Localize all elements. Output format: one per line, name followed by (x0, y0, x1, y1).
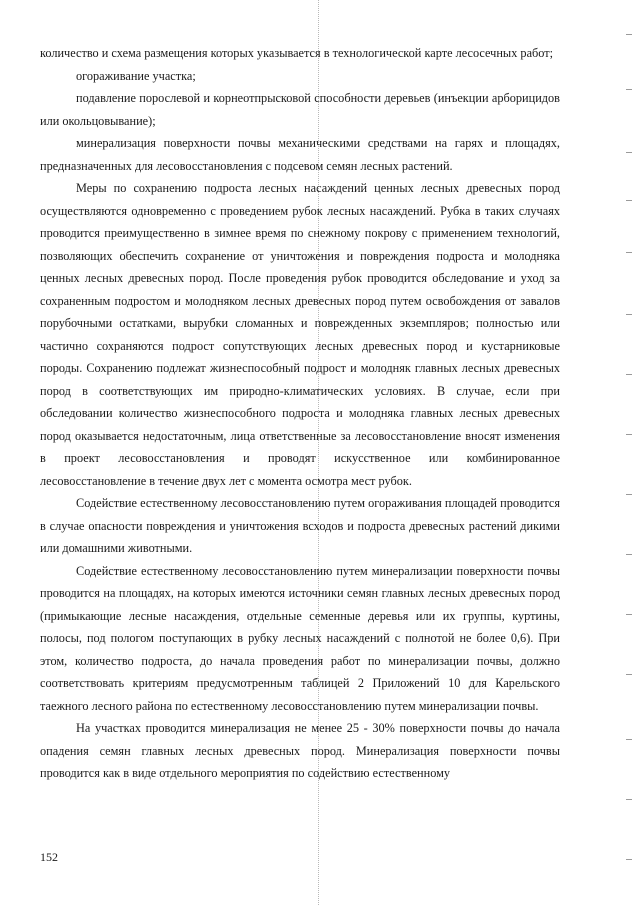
paragraph: Содействие естественному лесовосстановлению путем огораживания площадей проводится в случае опасности повреждения и уничтожения всходов и подроста древесных растений дикими или домашними животными. (40, 496, 560, 555)
paragraph: количество и схема размещения которых указывается в технологической карте лесосечных работ; (40, 46, 554, 60)
paragraph: подавление порослевой и корнеотпрысковой способности деревьев (инъекции арборицидов или окольцовывание); (40, 91, 560, 128)
paragraph: минерализация поверхности почвы механическими средствами на гарях и площадях, предназначенных для лесовосстановления с подсевом семян лесных растений. (40, 136, 560, 173)
body-text (40, 42, 560, 785)
paragraph: Меры по сохранению подроста лесных насаждений ценных лесных древесных пород осуществляются одновременно с проведением рубок лесных насаждений. Рубка в таких случаях проводится преимущественно в зимнее время по снежному покрову с применением технологий, позволяющих обеспечить сохранение от уничтожения и повреждения подроста и молодняка ценных лесных древесных пород. После проведения рубок проводится обследование и уход за сохраненным подростом и молодняком лесных древесных пород путем освобождения от завалов порубочными остатками, вырубки сломанных и поврежденных экземпляров; полностью или частично сохраняются подрост сопутствующих лесных древесных пород и кустарниковые породы. Сохранению подлежат жизнеспособный подрост и молодняк главных лесных древесных пород в соответствующих им природно-климатических условиях. В случае, если при обследовании количество жизнеспособного подроста и молодняка главных лесных древесных пород оказывается недостаточным, лица ответственные за лесовосстановление вносят изменения в проект лесовосстановления и проводят искусственное или комбинированное лесовосстановление в течение двух лет с момента осмотра мест рубок. (40, 181, 560, 488)
paragraph: На участках проводится минерализация не менее 25 - 30% поверхности почвы до начала опадения семян главных лесных древесных пород. Минерализация поверхности почвы проводится как в виде отдельного мероприятия по содействию естественному (40, 721, 560, 780)
margin-tick-marks (622, 24, 632, 894)
paragraph: Содействие естественному лесовосстановлению путем минерализации поверхности почвы проводится на площадях, на которых имеются источники семян главных лесных древесных пород (примыкающие лесные насаждения, отдельные семенные деревья или их группы, куртины, полосы, под пологом поступающих в рубку лесных насаждений с полнотой не более 0,6). При этом, количество подроста, до начала проведения работ по минерализации почвы, должно соответствовать критериям предусмотренным таблицей 2 Приложений 10 для Карельского таежного лесного района по естественному лесовосстановлению путем минерализации почвы. (40, 563, 560, 713)
paragraph: огораживание участка; (76, 68, 196, 83)
page-number: 152 (40, 850, 58, 864)
